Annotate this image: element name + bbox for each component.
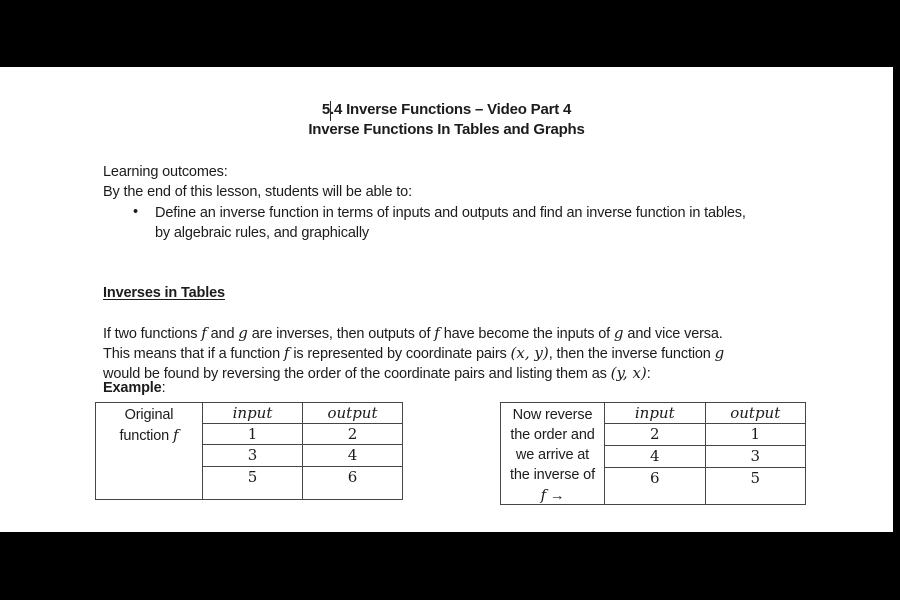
paragraph-line1: If two functions f and g are inverses, then outputs of f have become the inputs of g and vice versa. bbox=[103, 324, 723, 342]
caption-line-with-arrow: f → bbox=[540, 486, 565, 504]
table-cell: 3 bbox=[750, 447, 761, 465]
inverse-function-table bbox=[500, 402, 806, 505]
table-cell: 2 bbox=[347, 425, 358, 443]
original-function-table-grid bbox=[203, 403, 402, 499]
document-page bbox=[0, 67, 893, 532]
table-cell: 1 bbox=[203, 424, 303, 444]
doc-title-line2: Inverse Functions In Tables and Graphs bbox=[308, 121, 585, 138]
table-row bbox=[203, 467, 402, 499]
column-header-input: input bbox=[605, 403, 706, 423]
table-cell: 1 bbox=[750, 425, 761, 443]
table-cell: 2 bbox=[605, 424, 706, 445]
table-row bbox=[605, 468, 805, 504]
caption-line: function f bbox=[119, 426, 179, 444]
bullet-text-line2: by algebraic rules, and graphically bbox=[155, 225, 369, 241]
inverse-function-table-caption bbox=[501, 403, 605, 504]
bullet-text-line1: Define an inverse function in terms of inputs and outputs and find an inverse function in tables, bbox=[155, 205, 746, 221]
table-cell: 3 bbox=[203, 445, 303, 466]
table-row bbox=[203, 424, 402, 445]
table-row bbox=[605, 446, 805, 468]
original-function-table-caption bbox=[96, 403, 203, 499]
caption-line: the inverse of bbox=[510, 467, 595, 483]
table-cell: 6 bbox=[347, 468, 358, 486]
table-row bbox=[605, 424, 805, 446]
table-cell: 4 bbox=[347, 446, 358, 464]
column-header-input: input bbox=[203, 403, 303, 423]
learning-outcomes-label: Learning outcomes: bbox=[103, 164, 228, 180]
table-cell: 5 bbox=[203, 467, 303, 499]
table-header-row bbox=[203, 403, 402, 424]
table-row bbox=[203, 445, 402, 467]
original-function-table bbox=[95, 402, 403, 500]
caption-line: the order and bbox=[510, 427, 595, 443]
caption-line: Original bbox=[124, 407, 174, 423]
letterbox-right bbox=[893, 0, 900, 600]
letterbox-bottom bbox=[0, 532, 900, 600]
letterbox-top bbox=[0, 0, 900, 67]
inverse-function-table-grid bbox=[605, 403, 805, 504]
learning-outcomes-intro: By the end of this lesson, students will be able to: bbox=[103, 184, 412, 200]
table-cell: 5 bbox=[750, 469, 761, 487]
column-header-output: output bbox=[730, 404, 781, 422]
caption-line: Now reverse bbox=[512, 407, 593, 423]
example-label: Example: bbox=[103, 380, 166, 396]
paragraph-line2: This means that if a function f is represented by coordinate pairs (x, y), then the inverse function g bbox=[103, 344, 725, 362]
caption-line: we arrive at bbox=[515, 447, 590, 463]
section-heading-inverses-in-tables: Inverses in Tables bbox=[103, 285, 225, 301]
doc-title-line1: 5.4 Inverse Functions – Video Part 4 bbox=[321, 101, 572, 118]
table-cell: 4 bbox=[605, 446, 706, 467]
column-header-output: output bbox=[327, 404, 378, 422]
bullet-icon: • bbox=[133, 204, 139, 220]
table-cell: 6 bbox=[605, 468, 706, 504]
paragraph-line3: would be found by reversing the order of the coordinate pairs and listing them as (y, x): bbox=[103, 364, 651, 382]
table-header-row bbox=[605, 403, 805, 424]
